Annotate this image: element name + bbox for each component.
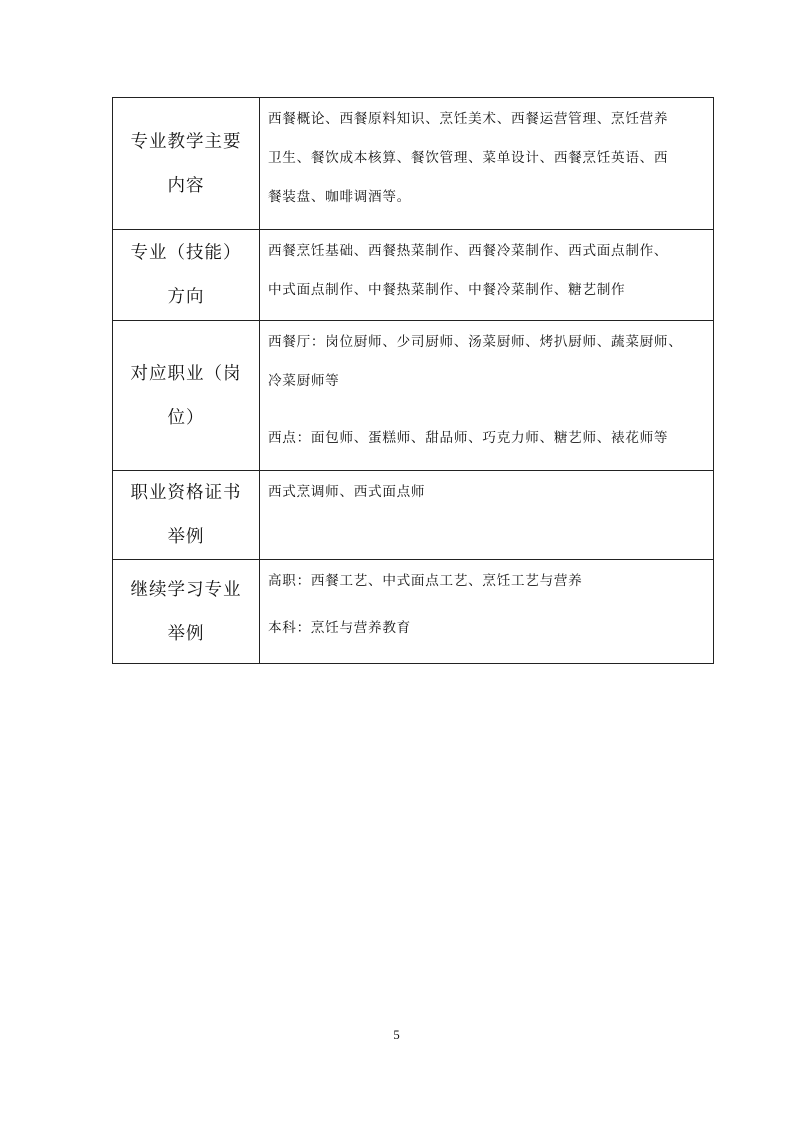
row-label-occupation: [113, 321, 260, 471]
content-line: 餐装盘、咖啡调酒等。: [268, 189, 411, 205]
label-line: 专业（技能）: [130, 243, 242, 263]
content-line: 西式烹调师、西式面点师: [268, 484, 426, 500]
content-line: 中式面点制作、中餐热菜制作、中餐冷菜制作、糖艺制作: [268, 282, 626, 298]
table-row: [113, 321, 714, 471]
label-line: 内容: [167, 175, 205, 196]
row-label-teaching-content: [113, 98, 260, 230]
label-line: 方向: [167, 287, 205, 307]
label-line: 对应职业（岗: [130, 363, 242, 384]
row-content-teaching-content: [260, 98, 714, 230]
table-row: [113, 560, 714, 664]
row-label-skill-direction: [113, 230, 260, 321]
label-line: 举例: [167, 527, 205, 547]
major-info-table: [112, 97, 714, 664]
label-line: 专业教学主要: [130, 131, 242, 152]
spacer: [268, 401, 709, 419]
table-row: [113, 471, 714, 560]
content-line: 西餐厅：岗位厨师、少司厨师、汤菜厨师、烤扒厨师、蔬菜厨师、: [268, 334, 683, 350]
row-label-further-study: [113, 560, 260, 664]
label-line: 举例: [167, 623, 205, 644]
spacer: [268, 601, 709, 609]
label-line: 职业资格证书: [130, 483, 242, 503]
row-label-certificates: [113, 471, 260, 560]
content-line: 高职：西餐工艺、中式面点工艺、烹饪工艺与营养: [268, 573, 583, 589]
row-content-further-study: [260, 560, 714, 664]
row-content-certificates: [260, 471, 714, 560]
content-line: 冷菜厨师等: [268, 373, 340, 389]
label-line: 位）: [167, 407, 205, 428]
content-line: 卫生、餐饮成本核算、餐饮管理、菜单设计、西餐烹饪英语、西: [268, 150, 669, 166]
table-row: [113, 230, 714, 321]
page-number: 5: [393, 1027, 400, 1042]
label-line: 继续学习专业: [130, 579, 242, 600]
row-content-occupation: [260, 321, 714, 471]
content-line: 西餐烹饪基础、西餐热菜制作、西餐冷菜制作、西式面点制作、: [268, 243, 669, 259]
table-row: [113, 98, 714, 230]
content-line: 西餐概论、西餐原料知识、烹饪美术、西餐运营管理、烹饪营养: [268, 111, 669, 127]
row-content-skill-direction: [260, 230, 714, 321]
content-line: 本科：烹饪与营养教育: [268, 620, 411, 636]
content-line: 西点：面包师、蛋糕师、甜品师、巧克力师、糖艺师、裱花师等: [268, 430, 669, 446]
